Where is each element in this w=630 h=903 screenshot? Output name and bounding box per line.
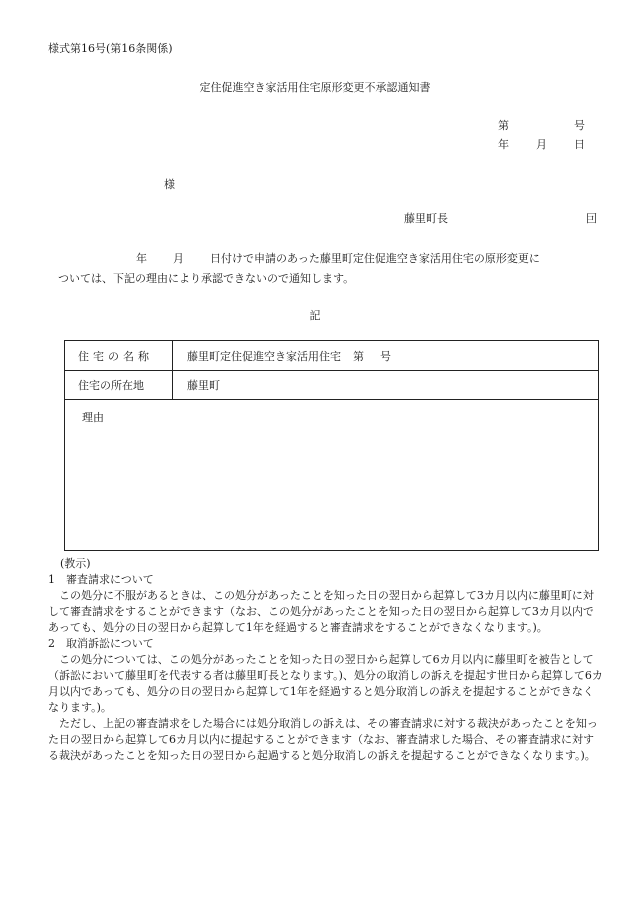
body-paragraph: [48, 249, 603, 289]
notes-header: (教示): [60, 557, 91, 570]
form-number: 様式第16号(第16条関係): [48, 42, 173, 55]
date-day-label: 日: [574, 138, 585, 151]
date-year-label: 年: [498, 138, 509, 151]
house-name-value-cell: [173, 341, 598, 370]
document-title: 定住促進空き家活用住宅原形変更不承認通知書: [199, 81, 431, 94]
notes-item-2-title: 2 取消訴訟について: [48, 637, 154, 650]
notes-item-2-text-2: ただし、上記の審査請求をした場合には処分取消しの訴えは、その審査請求に対する裁決があったことを知った日の翌日から起算して6カ月以内に提起することができます（なお、審査請求した場合、その審査請求に対する裁決があったことを知った日の翌日から起過すると処分取消しの訴えを提起することができなくなります。)。: [48, 717, 598, 762]
notes-item-1-title: 1 審査請求について: [48, 573, 154, 586]
house-address-label: 住宅の所在地: [65, 371, 173, 399]
house-name-value: 藤里町定住促進空き家活用住宅: [187, 349, 341, 363]
body-month: 月: [173, 252, 184, 265]
seal-mark: 囙: [586, 212, 597, 225]
notes-item-2-text-1: この処分については、この処分があったことを知った日の翌日から起算して6カ月以内に藤里町を被告として（訴訟において藤里町を代表する者は藤里町長となります。)、処分の取消しの訴えを提起す世日から起算して6カ月以内であっても、処分の日の翌日から起算して1年を経過すると処分取消しの訴えを提起することができなくなります。)。: [48, 653, 603, 714]
house-address-value: 藤里町: [187, 379, 220, 392]
body-line-2: ついては、下記の理由により承認できないので通知します。: [58, 272, 355, 285]
body-line-1: [48, 249, 603, 269]
table-row-address: [65, 371, 598, 400]
doc-number-go: 号: [574, 119, 585, 132]
date-month-label: 月: [536, 138, 547, 151]
body-line-1-text: 日付けで申請のあった藤里町定住促進空き家活用住宅の原形変更に: [210, 252, 540, 265]
notes-section: [48, 556, 603, 764]
house-number-go: 号: [380, 349, 391, 363]
body-year: 年: [136, 252, 147, 265]
house-name-label: 住宅の名称: [65, 341, 173, 370]
notes-item-1-text: この処分に不服があるときは、この処分があったことを知った日の翌日から起算して3カ月以内に藤里町に対して審査請求をすることができます（なお、この処分があったことを知った日の翌日から起算して3カ月以内であっても、処分の日の翌日から起算して1年を経過すると審査請求をすることができなくなります。)。: [48, 589, 594, 634]
ki-heading: 記: [309, 309, 321, 322]
reason-label: 理由: [82, 411, 104, 424]
addressee-suffix: 様: [164, 178, 175, 191]
issuer-name: 藤里町長: [404, 212, 448, 225]
doc-number-dai: 第: [498, 119, 509, 132]
house-number-dai: 第: [353, 349, 364, 363]
info-table: [64, 340, 599, 551]
table-row-name: [65, 341, 598, 371]
